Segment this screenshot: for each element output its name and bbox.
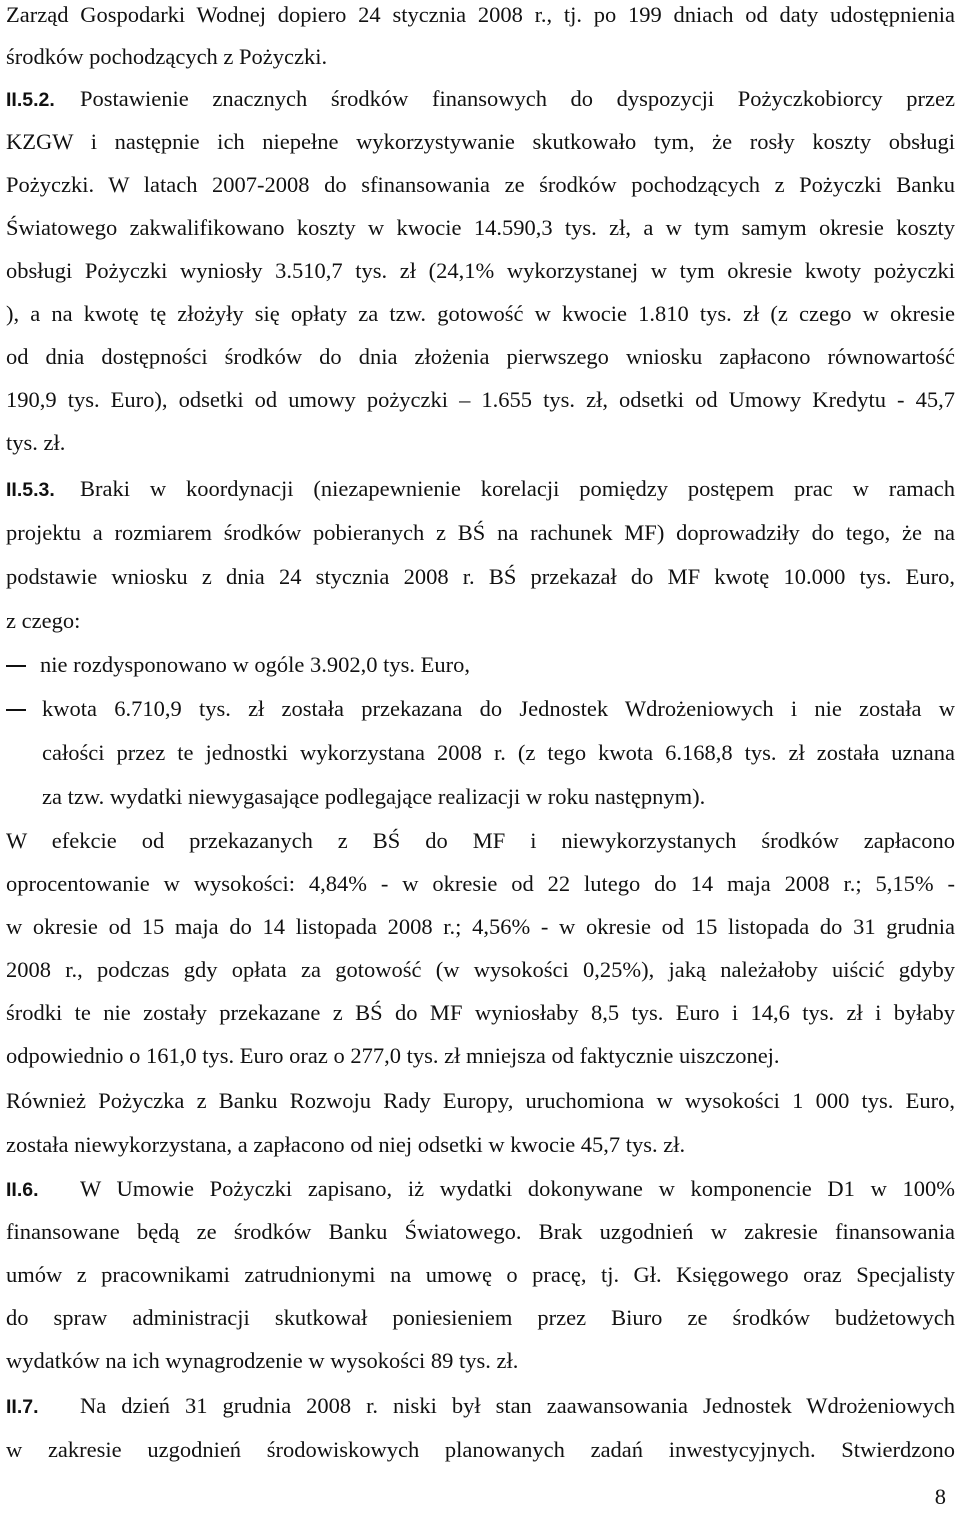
text-line: do spraw administracji skutkował poniesieniem przez Biuro ze środków budżetowych — [6, 1305, 955, 1330]
text-line: obsługi Pożyczki wyniosły 3.510,7 tys. zł (24,1% wykorzystanej w tym okresie kwoty pożyczki — [6, 258, 955, 283]
text-line: z czego: — [6, 608, 81, 633]
text-line: wydatków na ich wynagrodzenie w wysokości 89 tys. zł. — [6, 1348, 519, 1373]
section-number: II.7. — [6, 1396, 39, 1418]
text-line: 190,9 tys. Euro), odsetki od umowy pożyczki – 1.655 tys. zł, odsetki od Umowy Kredytu - 45,7 — [6, 387, 955, 412]
text-line: w okresie od 15 maja do 14 listopada 2008 r.; 4,56% - w okresie od 15 listopada do 31 grudnia — [6, 914, 955, 939]
text-line: tys. zł. — [6, 430, 66, 455]
text-line: finansowane będą ze środków Banku Światowego. Brak uzgodnień w zakresie finansowania — [6, 1219, 955, 1244]
text-line: Na dzień 31 grudnia 2008 r. niski był stan zaawansowania Jednostek Wdrożeniowych — [80, 1393, 955, 1418]
text-line: w zakresie uzgodnień środowiskowych planowanych zadań inwestycyjnych. Stwierdzono — [6, 1437, 955, 1462]
text-line: W efekcie od przekazanych z BŚ do MF i niewykorzystanych środków zapłacono — [6, 828, 955, 853]
list-item: kwota 6.710,9 tys. zł została przekazana do Jednostek Wdrożeniowych i nie została w — [42, 696, 955, 721]
list-item: nie rozdysponowano w ogóle 3.902,0 tys. Euro, — [40, 652, 470, 677]
text-line: projektu a rozmiarem środków pobieranych z BŚ na rachunek MF) doprowadziły do tego, że na — [6, 520, 955, 545]
text-line: W Umowie Pożyczki zapisano, iż wydatki dokonywane w komponencie D1 w 100% — [80, 1176, 955, 1201]
section-number: II.5.3. — [6, 479, 55, 501]
text-line: od dnia dostępności środków do dnia złożenia pierwszego wniosku zapłacono równowartość — [6, 344, 955, 369]
text-line: oprocentowanie w wysokości: 4,84% - w okresie od 22 lutego do 14 maja 2008 r.; 5,15% - — [6, 871, 955, 896]
text-line: ), a na kwotę tę złożyły się opłaty za tzw. gotowość w kwocie 1.810 tys. zł (z czego w okresie — [6, 301, 955, 326]
section-number: II.5.2. — [6, 89, 55, 111]
text-line: odpowiednio o 161,0 tys. Euro oraz o 277,0 tys. zł mniejsza od faktycznie uiszczonej. — [6, 1043, 780, 1068]
paragraph-ii-5-2 — [6, 77, 955, 121]
text-line: Braki w koordynacji (niezapewnienie korelacji pomiędzy postępem prac w ramach — [80, 476, 955, 501]
text-line: podstawie wniosku z dnia 24 stycznia 2008 r. BŚ przekazał do MF kwotę 10.000 tys. Euro, — [6, 564, 955, 589]
text-line: Również Pożyczka z Banku Rozwoju Rady Europy, uruchomiona w wysokości 1 000 tys. Euro, — [6, 1088, 955, 1113]
text-line: 2008 r., podczas gdy opłata za gotowość (w wysokości 0,25%), jaką należałoby uiścić gdyby — [6, 957, 955, 982]
text-line: Światowego zakwalifikowano koszty w kwocie 14.590,3 tys. zł, a w tym samym okresie koszty — [6, 215, 955, 240]
text-line: umów z pracownikami zatrudnionymi na umowę o pracę, tj. Gł. Księgowego oraz Specjalisty — [6, 1262, 955, 1287]
paragraph-ii-7 — [6, 1384, 955, 1428]
text-line: Zarząd Gospodarki Wodnej dopiero 24 stycznia 2008 r., tj. po 199 dniach od daty udostępnienia — [6, 2, 955, 27]
paragraph-ii-5-3 — [6, 467, 955, 511]
page-number: 8 — [934, 1484, 946, 1509]
list-item-continuation: za tzw. wydatki niewygasające podlegające realizacji w roku następnym). — [42, 784, 706, 809]
list-item-continuation: całości przez te jednostki wykorzystana 2008 r. (z tego kwota 6.168,8 tys. zł została uznana — [42, 740, 955, 765]
list-dash-icon — [6, 709, 26, 711]
text-line: KZGW i następnie ich niepełne wykorzystywanie skutkowało tym, że rosły koszty obsługi — [6, 129, 955, 154]
section-number: II.6. — [6, 1179, 39, 1201]
text-line: środków pochodzących z Pożyczki. — [6, 44, 328, 69]
paragraph-ii-6 — [6, 1167, 955, 1211]
list-dash-icon — [6, 665, 26, 667]
text-line: Postawienie znacznych środków finansowych do dyspozycji Pożyczkobiorcy przez — [80, 86, 955, 111]
text-line: została niewykorzystana, a zapłacono od niej odsetki w kwocie 45,7 tys. zł. — [6, 1132, 686, 1157]
text-line: Pożyczki. W latach 2007-2008 do sfinansowania ze środków pochodzących z Pożyczki Banku — [6, 172, 955, 197]
text-line: środki te nie zostały przekazane z BŚ do MF wyniosłaby 8,5 tys. Euro i 14,6 tys. zł i byłaby — [6, 1000, 955, 1025]
